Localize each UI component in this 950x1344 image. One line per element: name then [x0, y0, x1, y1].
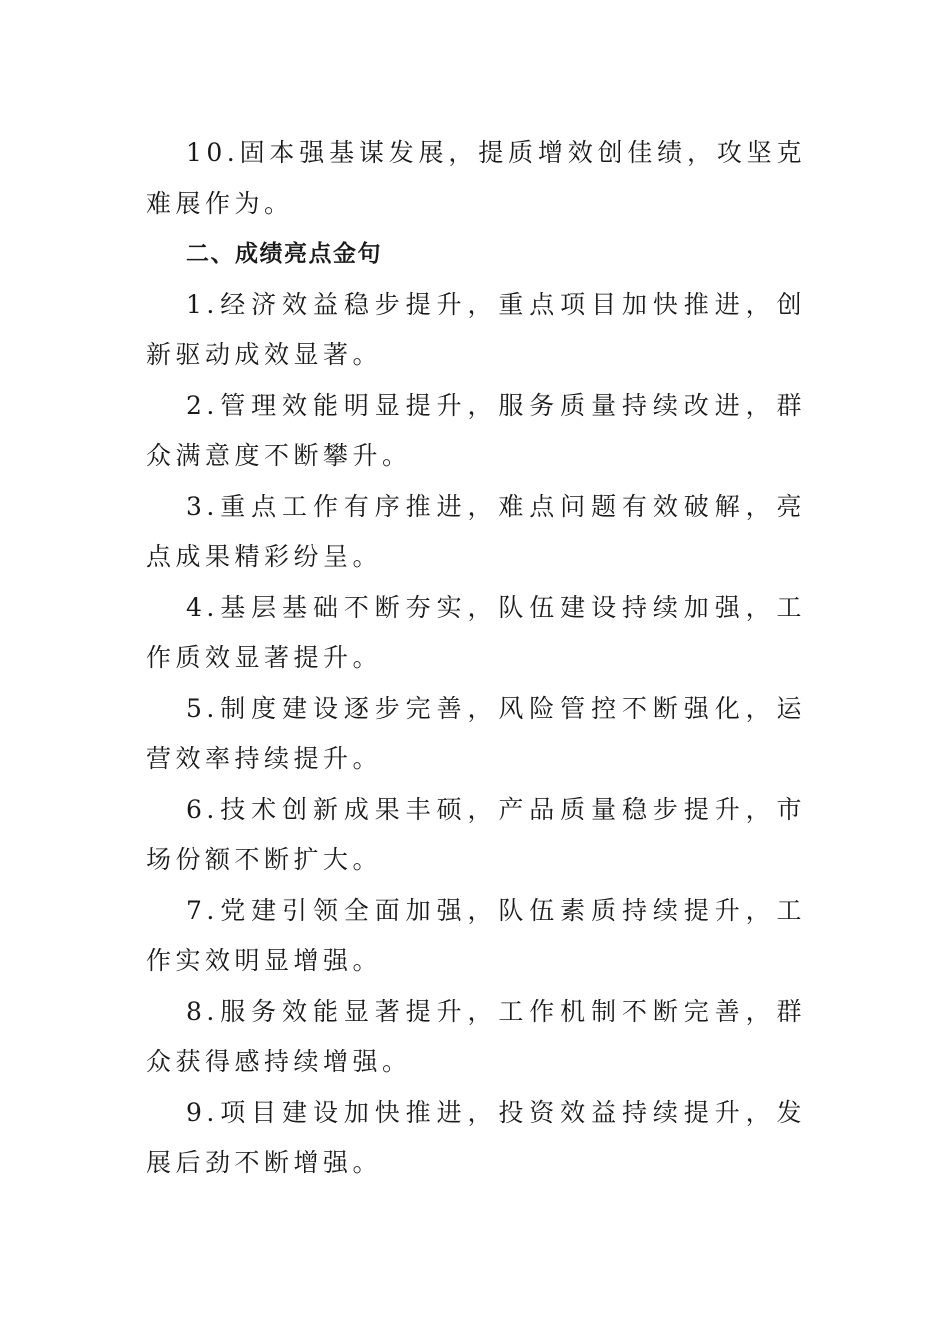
list-item-6: 6.技术创新成果丰硕，产品质量稳步提升，市场份额不断扩大。	[146, 794, 806, 874]
list-item-3: 3.重点工作有序推进，难点问题有效破解，亮点成果精彩纷呈。	[146, 491, 806, 571]
document-page	[146, 128, 806, 1189]
list-item-4: 4.基层基础不断夯实，队伍建设持续加强，工作质效显著提升。	[146, 592, 806, 672]
list-item-9: 9.项目建设加快推进，投资效益持续提升，发展后劲不断增强。	[146, 1097, 806, 1177]
list-item-2: 2.管理效能明显提升，服务质量持续改进，群众满意度不断攀升。	[146, 390, 806, 470]
list-item-1: 1.经济效益稳步提升，重点项目加快推进，创新驱动成效显著。	[146, 289, 806, 369]
list-item-5: 5.制度建设逐步完善，风险管控不断强化，运营效率持续提升。	[146, 693, 806, 773]
section-heading: 二、成绩亮点金句	[186, 241, 382, 267]
list-item-8: 8.服务效能显著提升，工作机制不断完善，群众获得感持续增强。	[146, 996, 806, 1076]
list-item-7: 7.党建引领全面加强，队伍素质持续提升，工作实效明显增强。	[146, 895, 806, 975]
list-item-10: 10.固本强基谋发展，提质增效创佳绩，攻坚克难展作为。	[146, 138, 806, 218]
